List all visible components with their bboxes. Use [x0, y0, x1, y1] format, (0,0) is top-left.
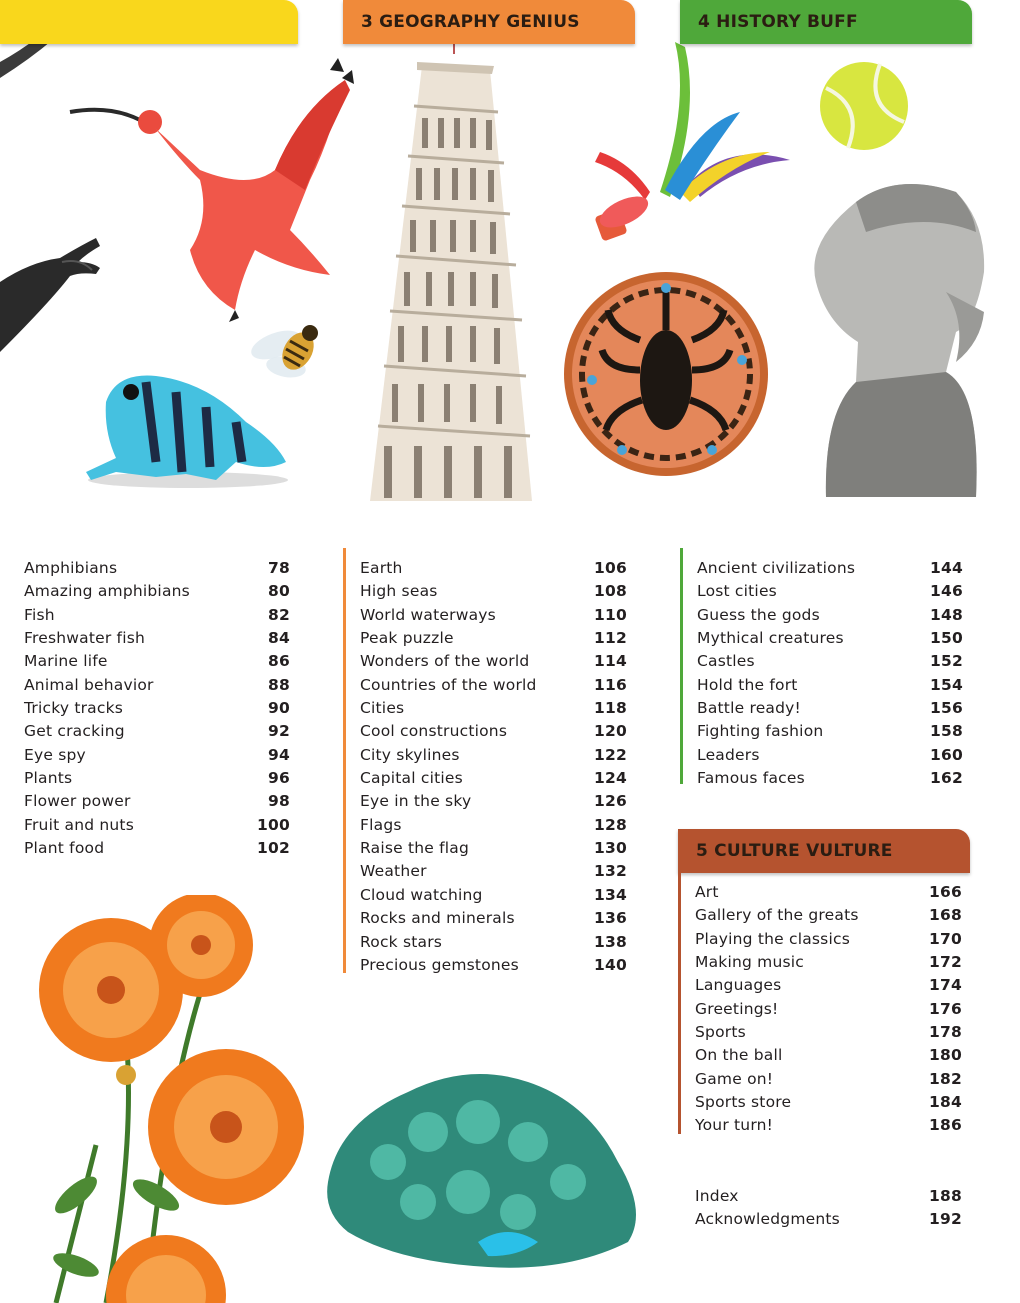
history-section-title: 4 HISTORY BUFF: [698, 12, 858, 32]
toc-entry: Tricky tracks 90: [24, 699, 290, 718]
toc-entry: Hold the fort 154: [697, 675, 963, 694]
toc-entry: Sports store 184: [695, 1093, 962, 1112]
toc-entry: Leaders 160: [697, 745, 963, 764]
toc-entry: Marine life 86: [24, 652, 290, 671]
toc-entry: Eye spy 94: [24, 745, 290, 764]
toc-entry: Acknowledgments 192: [695, 1210, 962, 1229]
toc-entry: Plants 96: [24, 769, 290, 788]
toc-entry: Amphibians 78: [24, 559, 290, 577]
tennis-ball-image: [818, 60, 910, 152]
toc-entry: Fighting fashion 158: [697, 722, 963, 741]
toc-entry: Earth 106: [360, 559, 627, 577]
toc-entry: Wonders of the world 114: [360, 652, 627, 671]
toc-entry: Art 166: [695, 883, 962, 901]
culture-section-title: 5 CULTURE VULTURE: [696, 841, 893, 861]
toc-entry: Playing the classics 170: [695, 929, 962, 948]
toc-entry: World waterways 110: [360, 605, 627, 624]
toc-entry: Raise the flag 130: [360, 839, 627, 858]
back-matter-toc-list: [695, 1185, 962, 1232]
toc-entry: Mythical creatures 150: [697, 629, 963, 648]
toc-entry: Capital cities 124: [360, 769, 627, 788]
toc-entry: Cities 118: [360, 699, 627, 718]
toc-entry: Ancient civilizations 144: [697, 559, 963, 577]
leaning-tower-of-pisa-image: [362, 26, 542, 501]
toc-entry: Amazing amphibians 80: [24, 582, 290, 601]
toc-entry: Peak puzzle 112: [360, 629, 627, 648]
toc-entry: Fish 82: [24, 605, 290, 624]
geography-toc-list: [360, 557, 627, 977]
toc-entry: Gallery of the greats 168: [695, 906, 962, 925]
orange-chrysanthemums-image: [16, 895, 306, 1303]
poison-dart-frog-image: [76, 362, 301, 490]
toc-entry: Plant food 102: [24, 839, 290, 858]
toc-entry: Making music 172: [695, 953, 962, 972]
culture-toc-list: [695, 881, 962, 1138]
toc-entry: High seas 108: [360, 582, 627, 601]
toc-entry: Weather 132: [360, 862, 627, 881]
history-section-bar: [680, 548, 683, 784]
toc-entry: Castles 152: [697, 652, 963, 671]
geography-section-bar: [343, 548, 346, 973]
toc-entry: Languages 174: [695, 976, 962, 995]
toc-entry: Your turn! 186: [695, 1116, 962, 1135]
toc-entry: Battle ready! 156: [697, 699, 963, 718]
nature-toc-list: [24, 557, 290, 860]
janus-bust-image: [806, 172, 991, 497]
toc-entry: Get cracking 92: [24, 722, 290, 741]
toc-entry: On the ball 180: [695, 1046, 962, 1065]
geography-section-tab: [343, 0, 635, 44]
toc-entry: Fruit and nuts 100: [24, 815, 290, 834]
toc-entry: City skylines 122: [360, 745, 627, 764]
roman-shield-image: [562, 270, 770, 478]
geography-section-title: 3 GEOGRAPHY GENIUS: [361, 12, 580, 32]
shuttlecock-image: [590, 42, 790, 247]
malachite-mineral-image: [318, 1042, 648, 1274]
toc-entry: Index 188: [695, 1187, 962, 1205]
toc-entry: Freshwater fish 84: [24, 629, 290, 648]
toc-entry: Game on! 182: [695, 1069, 962, 1088]
culture-section-bar: [678, 872, 681, 1134]
history-toc-list: [697, 557, 963, 790]
toc-entry: Rock stars 138: [360, 932, 627, 951]
culture-section-tab: [678, 829, 970, 873]
history-section-tab: [680, 0, 972, 44]
toc-entry: Lost cities 146: [697, 582, 963, 601]
toc-entry: Greetings! 176: [695, 999, 962, 1018]
toc-entry: Cloud watching 134: [360, 885, 627, 904]
nature-section-tab: [0, 0, 298, 44]
toc-entry: Precious gemstones 140: [360, 955, 627, 974]
toc-entry: Countries of the world 116: [360, 675, 627, 694]
toc-entry: Eye in the sky 126: [360, 792, 627, 811]
toc-entry: Sports 178: [695, 1023, 962, 1042]
toc-entry: Flower power 98: [24, 792, 290, 811]
scarlet-ibis-image: [60, 50, 360, 325]
toc-entry: Animal behavior 88: [24, 675, 290, 694]
toc-entry: Guess the gods 148: [697, 605, 963, 624]
toc-entry: Rocks and minerals 136: [360, 909, 627, 928]
toc-entry: Flags 128: [360, 815, 627, 834]
toc-entry: Famous faces 162: [697, 769, 963, 788]
toc-entry: Cool constructions 120: [360, 722, 627, 741]
